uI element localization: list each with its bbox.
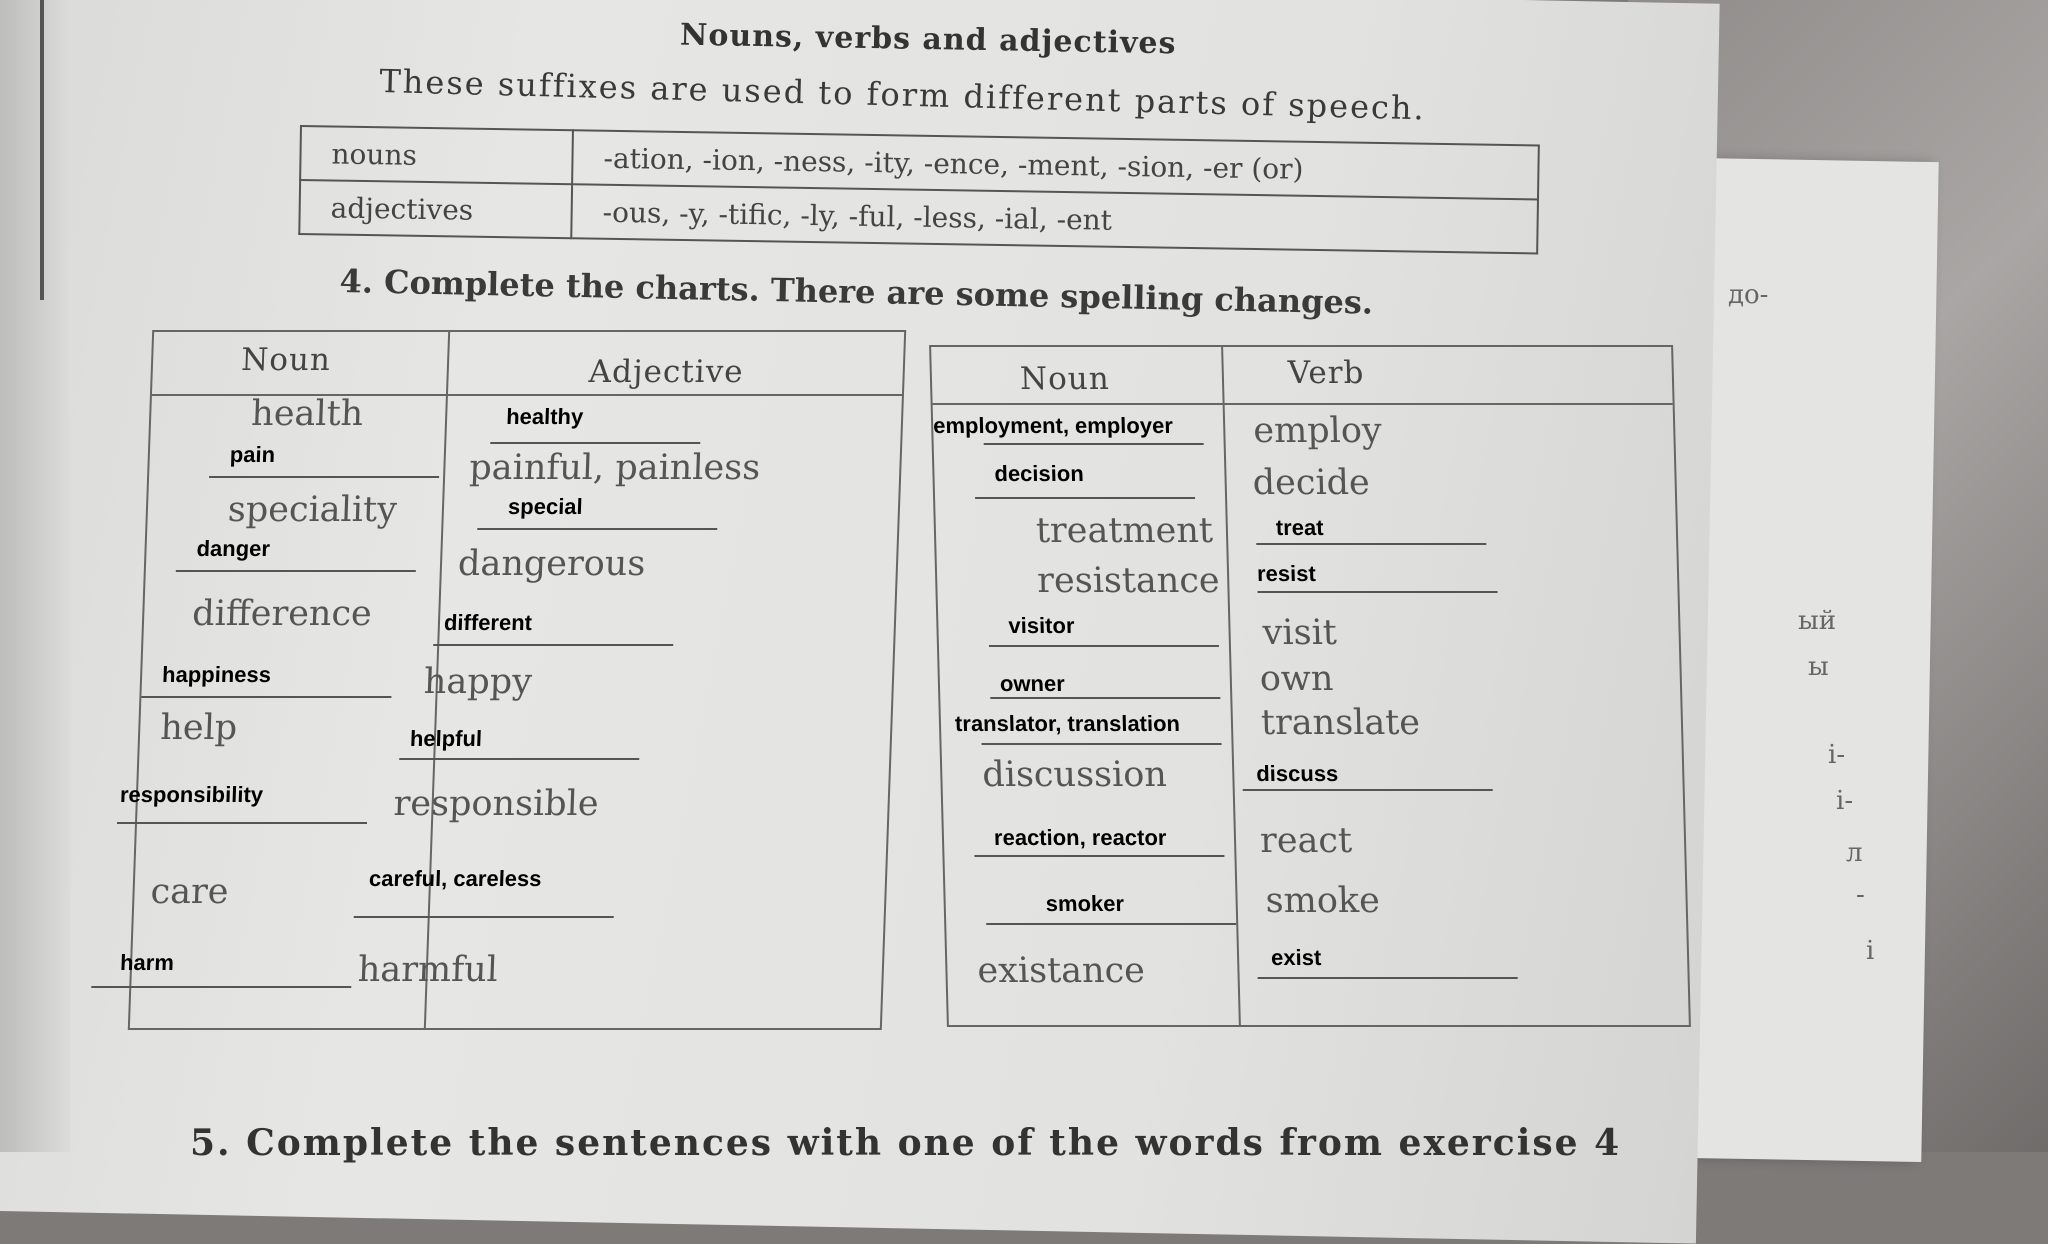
printed-word: employ <box>1252 411 1383 451</box>
noun-adjective-chart <box>119 330 906 1030</box>
handwritten-answer: resist <box>1256 561 1317 586</box>
handwritten-answer: discuss <box>1255 761 1339 786</box>
handwritten-answer: harm <box>119 950 175 975</box>
handwritten-answer: treat <box>1275 515 1324 540</box>
column-header: Noun <box>1019 361 1111 397</box>
handwritten-answer: reaction, reactor <box>993 825 1167 850</box>
column-header: Verb <box>1287 355 1365 391</box>
printed-word: own <box>1259 659 1334 699</box>
suffix-table <box>298 125 1540 254</box>
printed-word: help <box>159 708 238 748</box>
next-exercise: 5. Complete the sentences with one of the words from exercise 4 <box>190 1122 1622 1164</box>
side-fragment: ый <box>1798 606 1837 636</box>
handwritten-answer: translator, translation <box>954 711 1181 736</box>
side-fragment: ы <box>1808 652 1829 682</box>
printed-word: painful, painless <box>468 448 761 488</box>
printed-word: health <box>250 394 364 434</box>
page-title: Nouns, verbs and adjectives <box>679 17 1177 62</box>
side-fragment: - <box>1856 880 1865 910</box>
noun-verb-chart <box>929 345 1691 1027</box>
side-fragment: і- <box>1828 740 1846 770</box>
printed-word: difference <box>191 594 373 634</box>
exercise-instruction: 4. Complete the charts. There are some spelling changes. <box>339 262 1374 322</box>
column-header: Noun <box>240 342 332 378</box>
handwritten-answer: pain <box>229 442 276 467</box>
handwritten-answer: decision <box>994 461 1085 486</box>
handwritten-answer: visitor <box>1008 613 1075 638</box>
handwritten-answer: smoker <box>1045 891 1125 916</box>
printed-word: care <box>149 872 230 912</box>
printed-word: smoke <box>1265 881 1381 921</box>
side-fragment: і <box>1866 936 1875 966</box>
handwritten-answer: happiness <box>161 662 272 687</box>
printed-word: dangerous <box>457 544 646 584</box>
suffix-label: adjectives <box>299 180 572 238</box>
handwritten-answer: owner <box>999 671 1066 696</box>
handwritten-answer: responsibility <box>119 782 264 807</box>
printed-word: resistance <box>1036 561 1221 601</box>
suffix-list: -ation, -ion, -ness, -ity, -ence, -ment, -sion, -er (or) <box>572 130 1539 199</box>
column-header: Adjective <box>588 354 745 390</box>
printed-word: treatment <box>1035 511 1214 551</box>
suffix-label: nouns <box>300 126 573 184</box>
printed-word: responsible <box>392 784 600 824</box>
printed-word: visit <box>1262 613 1338 653</box>
printed-word: harmful <box>357 950 499 990</box>
side-fragment: л <box>1846 838 1863 868</box>
printed-word: react <box>1259 821 1353 861</box>
handwritten-answer: healthy <box>505 404 584 429</box>
handwritten-answer: careful, careless <box>368 866 542 891</box>
printed-word: existance <box>976 951 1146 991</box>
handwritten-answer: different <box>443 610 533 635</box>
printed-word: decide <box>1252 463 1371 503</box>
side-fragment: до- <box>1728 280 1769 310</box>
printed-word: translate <box>1260 703 1421 743</box>
printed-word: discussion <box>981 755 1168 795</box>
handwritten-answer: employment, employer <box>932 413 1174 438</box>
suffix-list: -ous, -y, -tific, -ly, -ful, -less, -ial, -ent <box>571 184 1538 253</box>
printed-word: speciality <box>227 490 398 530</box>
handwritten-answer: helpful <box>409 726 483 751</box>
intro-text: These suffixes are used to form different parts of speech. <box>379 62 1427 128</box>
handwritten-answer: exist <box>1270 945 1322 970</box>
handwritten-answer: danger <box>196 536 271 561</box>
printed-word: happy <box>423 662 533 702</box>
side-fragment: і- <box>1836 786 1854 816</box>
handwritten-answer: special <box>507 494 584 519</box>
